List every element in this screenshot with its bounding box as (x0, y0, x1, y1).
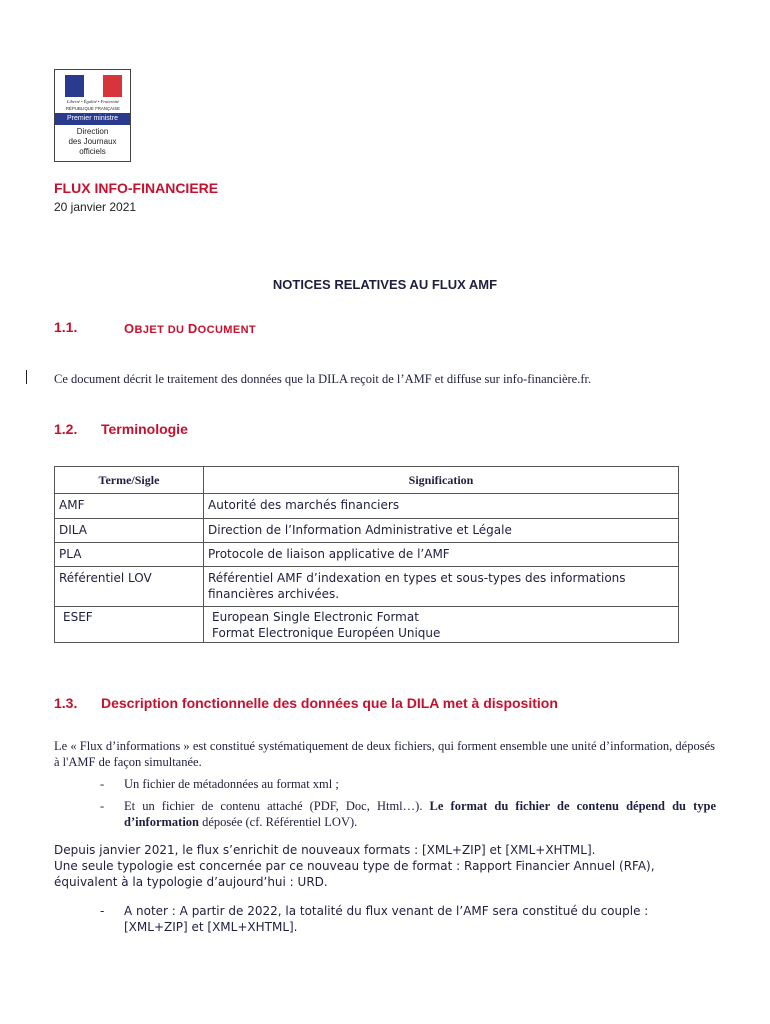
flux-paragraph: Le « Flux d’informations » est constitué systématiquement de deux fichiers, qui forment ensemble une unité d’information, déposés à l'AMF de façon simultanée. (54, 739, 715, 769)
bullet-metadata-file: Un fichier de métadonnées au format xml ; (124, 777, 339, 791)
table-cell-term: DILA (55, 519, 204, 543)
table-cell-meaning: Autorité des marchés financiers (204, 494, 679, 519)
logo-motto: Liberté • Égalité • Fraternité (66, 99, 120, 104)
marianne-logo (54, 69, 131, 162)
table-cell-meaning: Protocole de liaison applicative de l’AMF (204, 543, 679, 567)
section-1-1-number: 1.1. (54, 319, 78, 335)
flux-title: FLUX INFO-FINANCIERE (54, 180, 219, 196)
tricolor-flag-icon (65, 75, 122, 97)
bullet-dash: - (100, 904, 105, 918)
terminology-table (54, 466, 679, 643)
section-1-3-number: 1.3. (54, 695, 78, 711)
table-row (55, 607, 679, 643)
table-cell-term: PLA (55, 543, 204, 567)
text-cursor (26, 370, 27, 384)
document-title: NOTICES RELATIVES AU FLUX AMF (272, 277, 498, 292)
table-cell-meaning: Direction de l’Information Administrative et Légale (204, 519, 679, 543)
logo-premier-ministre: Premier ministre (55, 113, 130, 125)
new-formats-paragraph: Depuis janvier 2021, le flux s’enrichit de nouveaux formats : [XML+ZIP] et [XML+XHTML]. Une seule typologie est concernée par ce nouveau type de format : Rapport Financier Annuel (RFA), équivalent à la typologie d’aujourd’hui : URD. (54, 843, 655, 889)
bullet-2022-note: A noter : A partir de 2022, la totalité du flux venant de l’AMF sera constitué du couple : [XML+ZIP] et [XML+XHTML]. (124, 904, 649, 934)
table-header-meaning: Signification (204, 467, 679, 494)
table-row (55, 567, 679, 607)
table-row (55, 494, 679, 519)
table-cell-meaning: European Single Electronic Format Format Electronique Européen Unique (204, 607, 679, 643)
table-cell-term: ESEF (55, 607, 204, 643)
table-row (55, 543, 679, 567)
table-row (55, 519, 679, 543)
bullet-dash: - (100, 799, 105, 813)
logo-direction: Direction des Journaux officiels (68, 127, 117, 156)
table-header-row (55, 467, 679, 494)
table-cell-meaning: Référentiel AMF d’indexation en types et sous-types des informations financières archivées. (204, 567, 679, 607)
table-cell-term: AMF (55, 494, 204, 519)
logo-republic: RÉPUBLIQUE FRANÇAISE (65, 106, 121, 111)
section-1-3-title: Description fonctionnelle des données que la DILA met à disposition (101, 695, 558, 711)
section-1-2-title: Terminologie (101, 421, 188, 437)
table-header-term: Terme/Sigle (55, 467, 204, 494)
bullet-content-file: Et un fichier de contenu attaché (PDF, Doc, Html…). Le format du fichier de contenu dépend du type d’information déposée (cf. Référentiel LOV). (124, 799, 716, 829)
section-1-1-title: OBJET DU DOCUMENT (124, 321, 257, 336)
table-cell-term: Référentiel LOV (55, 567, 204, 607)
object-paragraph: Ce document décrit le traitement des données que la DILA reçoit de l’AMF et diffuse sur info-financière.fr. (54, 372, 592, 386)
flux-date: 20 janvier 2021 (54, 200, 137, 214)
section-1-2-number: 1.2. (54, 421, 78, 437)
bullet-dash: - (100, 777, 105, 791)
